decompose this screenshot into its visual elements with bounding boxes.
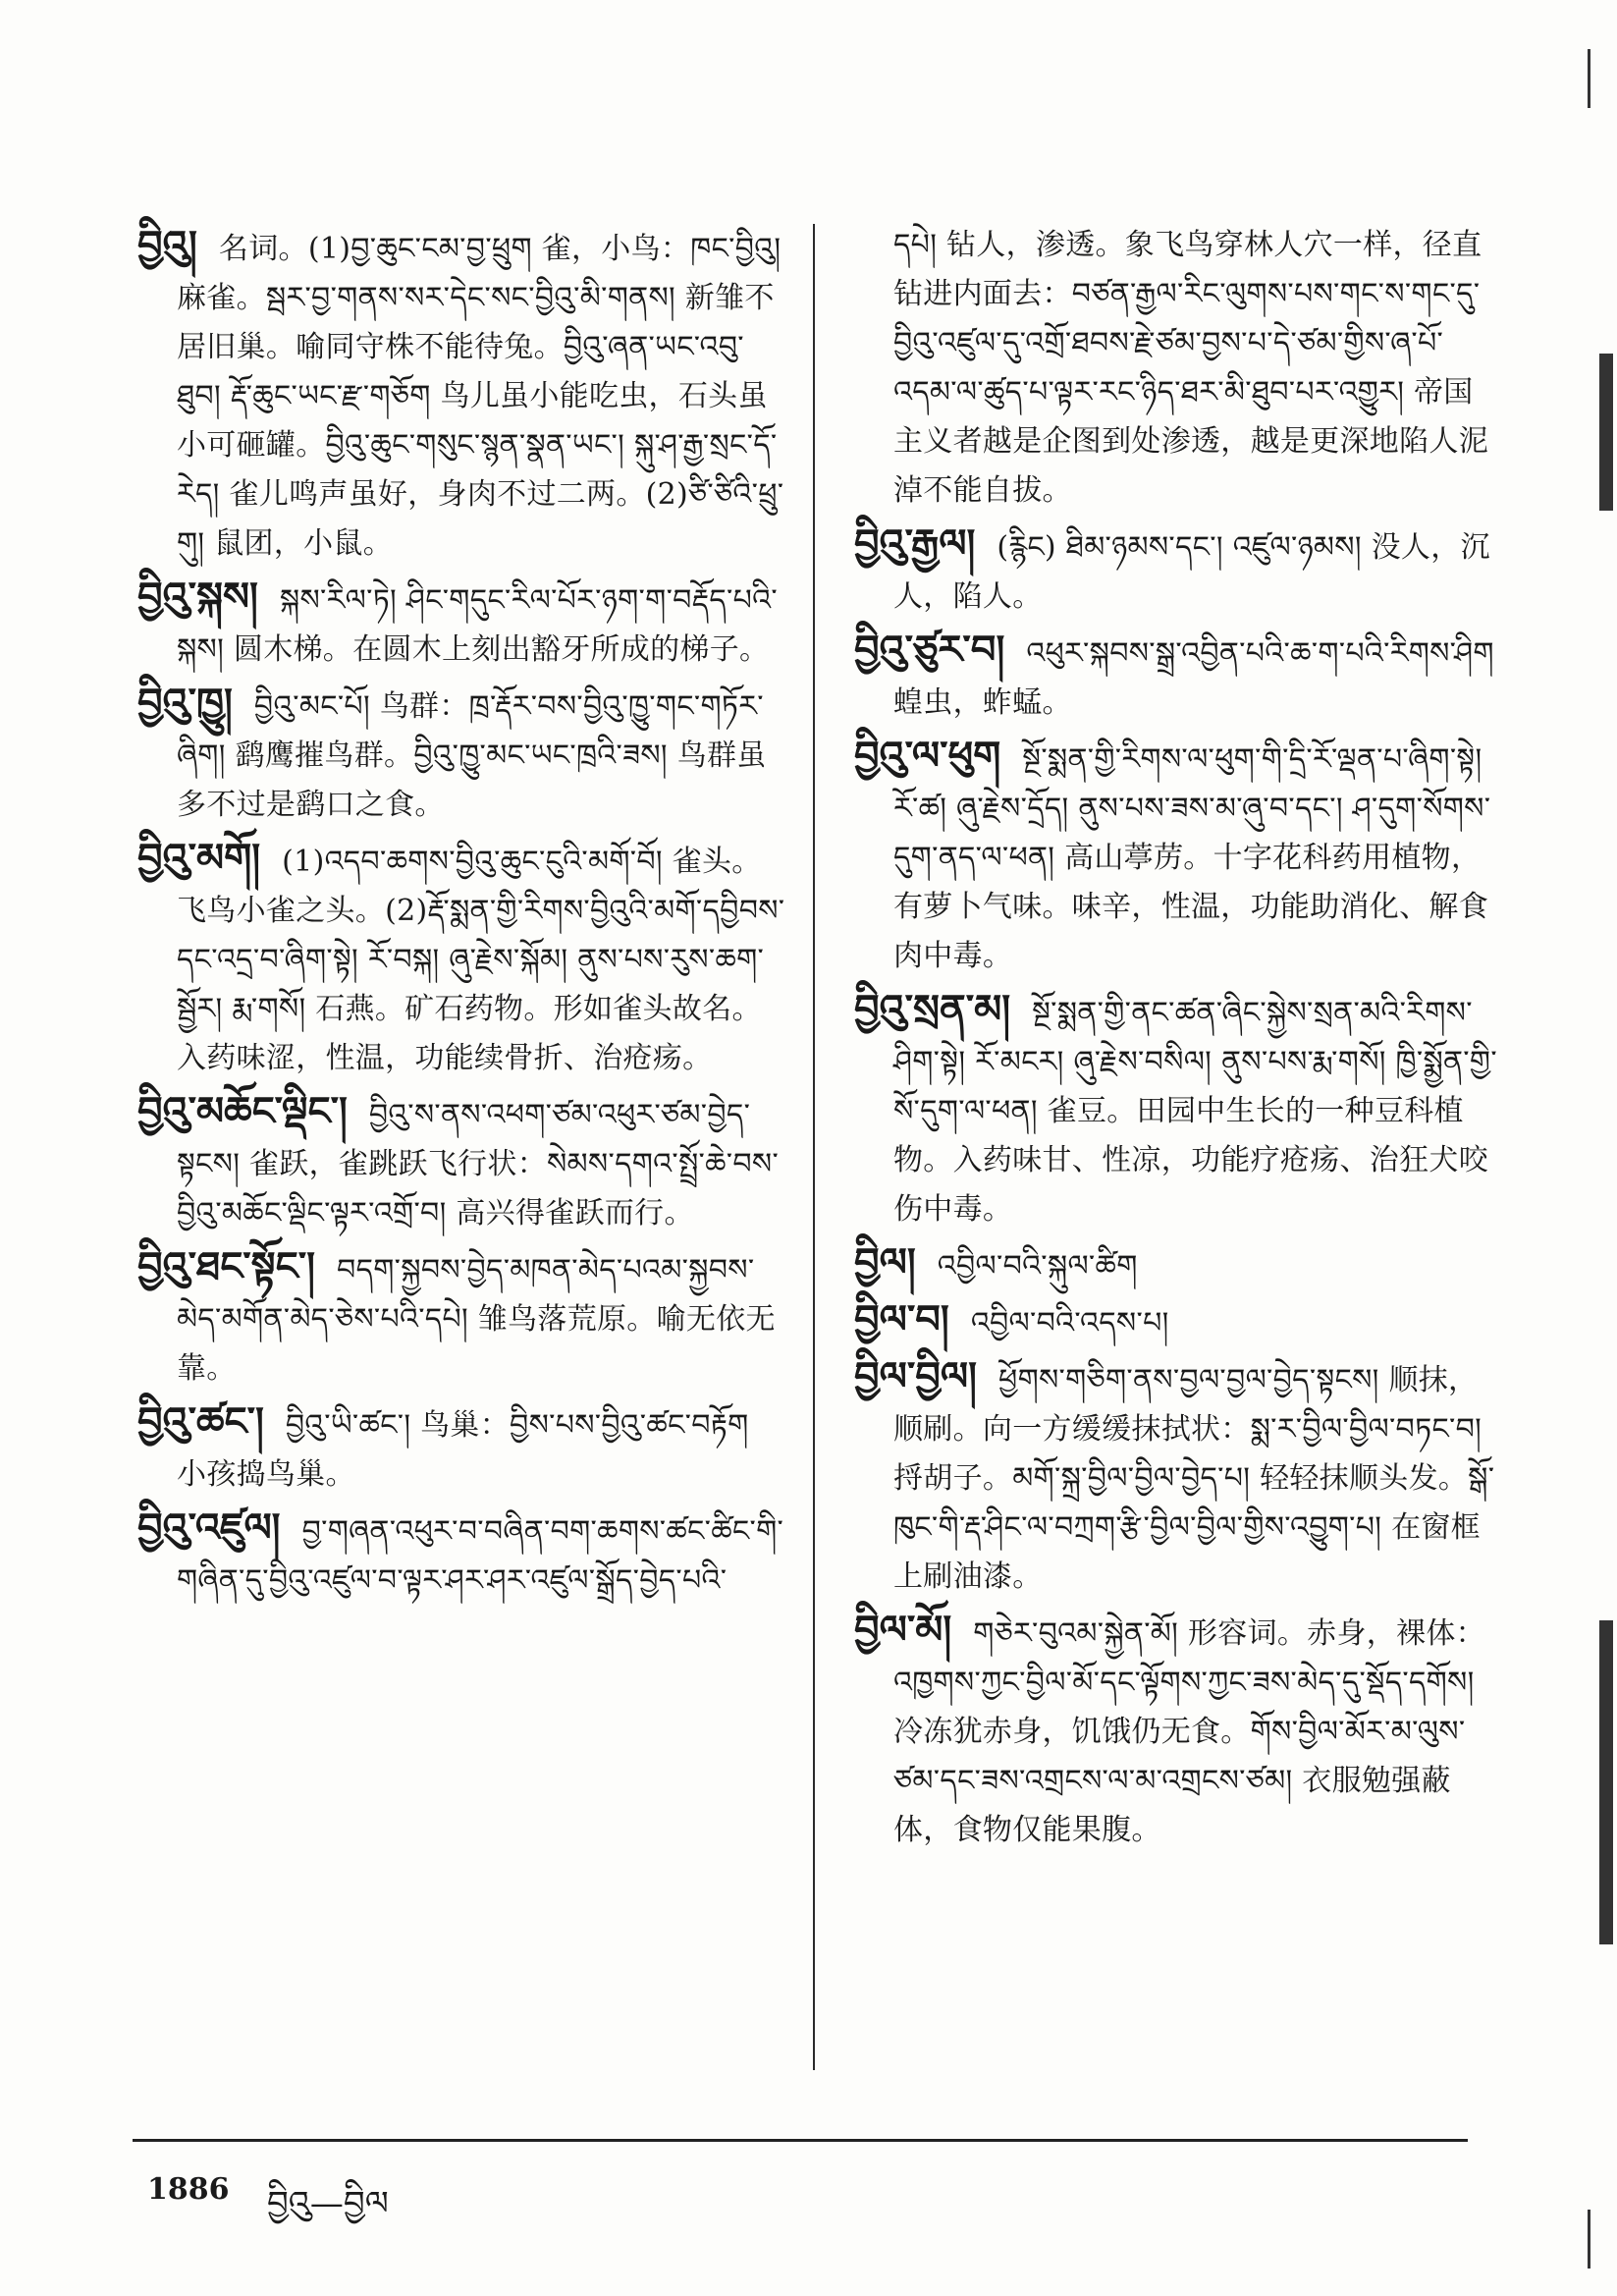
entry-headword: བྱིའུ་ཙུར་བ། — [854, 627, 1005, 673]
entry-headword: བྱིའུ་སྲན་མ། — [854, 986, 1011, 1032]
footer-rule — [133, 2139, 1468, 2142]
column-divider — [813, 224, 815, 2070]
entry-headword: བྱིའུ་རྒྱལ། — [854, 520, 976, 567]
entry-headword: བྱིའུ་ཚང་། — [137, 1398, 264, 1445]
entry-definition: སྔོ་སྨན་གྱི་ནང་ཚན་ཞིང་སྐྱེས་སྲན་མའི་རིགས་ཤིག་སྟེ། རོ་མངར། ཞུ་རྗེས་བསིལ། ནུས་པས་རྨ་གསོ། ཁྱི་སྨྱོན་གྱི་སོ་དུག་ལ་ཕན། 雀豆。田园中生长的一种豆科植物。入药味甘、性凉，功能疗疮疡、治狂犬咬伤中毒。 — [893, 996, 1497, 1227]
entry-headword: བྱིལ་བ། — [854, 1296, 949, 1342]
entry-headword: བྱིའུ་ལ་ཕུག — [854, 733, 1001, 779]
entry-headword: བྱིའུ་མཆོང་ལྡིང་། — [137, 1088, 348, 1134]
entry-headword: བྱིལ་བྱིལ། — [854, 1353, 978, 1399]
dictionary-entry — [854, 626, 1502, 728]
dictionary-entry — [854, 221, 1502, 516]
entry-definition: འཕུར་སྐབས་སྒྲ་འབྱིན་པའི་ཆ་ག་པའི་རིགས་ཤིག 蝗虫，蚱蜢。 — [893, 636, 1494, 720]
dictionary-entry — [854, 1352, 1502, 1602]
dictionary-entry — [137, 679, 785, 830]
entry-definition: འབྱིལ་བའི་སྐུལ་ཚིག — [937, 1249, 1138, 1284]
entry-headword: བྱིལ། — [854, 1239, 916, 1285]
entry-definition: འབྱིལ་བའི་འདས་པ། — [970, 1306, 1169, 1340]
page-number: 1886 — [147, 2172, 230, 2207]
entry-headword: བྱིའུ། — [137, 222, 197, 268]
entry-headword: བྱིལ་མོ། — [854, 1607, 952, 1653]
entry-definition: བྱ་གཞན་འཕུར་བ་བཞིན་བག་ཆགས་ཚང་ཚིང་གི་གཞིན་དུ་བྱིའུ་འཛུལ་བ་ལྟར་ཤར་ཤར་འཛུལ་སྒྲོད་བྱེད་པའི་ — [177, 1514, 784, 1598]
dictionary-entry — [137, 221, 785, 569]
running-head: བྱིའུ—བྱིལ — [267, 2184, 389, 2223]
dictionary-entry — [137, 1087, 785, 1238]
entry-headword: བྱིའུ་ཐང་སྟོང་། — [137, 1243, 316, 1289]
dictionary-entry — [137, 1242, 785, 1394]
entry-definition: བྱིའུ་མང་པོ། 鸟群：ཁྲ་རྡོར་བས་བྱིའུ་ཁྱུ་གང་གཏོར་ཞིག། 鹞鹰摧鸟群。བྱིའུ་ཁྱུ་མང་ཡང་ཁྲའི་ཟས། 鸟群虽多不过是鹞口之食。 — [177, 689, 767, 822]
dictionary-entry — [854, 1238, 1502, 1291]
entry-definition: (རྙིང) ཐིམ་ཉམས་དང་། འཛུལ་ཉམས། 没人，沉人，陷人。 — [893, 530, 1490, 614]
entry-definition: སྔོ་སྨན་གྱི་རིགས་ལ་ཕུག་གི་དྲི་རོ་ལྡན་པ་ཞིག་སྟེ། རོ་ཚ། ཞུ་རྗེས་དྲོད། ནུས་པས་ཟས་མ་ཞུ་བ་དང་། ཤ་དུག་སོགས་དུག་ནད་ལ་ཕན། 高山葶苈。十字花科药用植物，有萝卜气味。味辛，性温，功能助消化、解食肉中毒。 — [893, 742, 1491, 973]
entry-headword: བྱིའུ་སྐས། — [137, 574, 258, 620]
entry-definition: གཅེར་བུའམ་སྐྱེན་མོ། 形容词。赤身，裸体：འཁྱགས་ཀྱང་བྱིལ་མོ་དང་ལྟོགས་ཀྱང་ཟས་མེད་དུ་སྡོད་དགོས། 冷冻犹赤身，饥饿仍无食。གོས་བྱིལ་མོར་མ་ལུས་ཙམ་དང་ཟས་འགྲངས་ལ་མ་འགྲངས་ཙམ། 衣服勉强蔽体，食物仅能果腹。 — [893, 1616, 1485, 1847]
entry-headword: བྱིའུ་ཁྱུ། — [137, 680, 233, 726]
dictionary-entry — [137, 573, 785, 675]
right-column — [854, 221, 1502, 1859]
entry-definition: ཕྱོགས་གཅིག་ནས་བྱལ་བྱལ་བྱེད་སྟངས། 顺抹，顺刷。向一方缓缓抹拭状：སྨ་ར་བྱིལ་བྱིལ་བཏང་བ། 捋胡子。མགོ་སྐྲ་བྱིལ་བྱིལ་བྱེད་པ། 轻轻抹顺头发。སྒོ་ཁུང་གི་རྡ་ཤིང་ལ་བཀྲག་རྩི་བྱིལ་བྱིལ་གྱིས་འབྱུག་པ། 在窗框上刷油漆。 — [893, 1363, 1495, 1594]
dictionary-entry — [854, 1295, 1502, 1348]
entry-definition: (1)འདབ་ཆགས་བྱིའུ་ཆུང་ངུའི་མགོ་བོ། 雀头。飞鸟小雀之头。(2)རྡོ་སྨན་གྱི་རིགས་བྱིའུའི་མགོ་དབྱིབས་དང་འདྲ་བ་ཞིག་སྟེ། རོ་བསྐ། ཞུ་རྗེས་སྐོམ། ནུས་པས་རུས་ཆག་སྦྱོར། རྨ་གསོ། 石燕。矿石药物。形如雀头故名。入药味涩，性温，功能续骨折、治疮疡。 — [177, 845, 785, 1075]
dictionary-entry — [854, 985, 1502, 1234]
left-column — [137, 221, 785, 1610]
entry-headword: བྱིའུ་མགོ། — [137, 835, 261, 881]
dictionary-entry — [854, 732, 1502, 981]
dictionary-entry — [854, 1606, 1502, 1855]
dictionary-entry — [854, 519, 1502, 622]
entry-definition: སྐས་རིལ་ཏེ། ཤིང་གདུང་རིལ་པོར་ཉག་ག་བརྡོད་པའི་སྐས། 圆木梯。在圆木上刻出豁牙所成的梯子。 — [177, 583, 778, 667]
scan-edge-marks — [1558, 0, 1617, 2296]
dictionary-entry — [137, 1397, 785, 1500]
entry-definition: བདག་སྐྱབས་བྱེད་མཁན་མེད་པའམ་སྐྱབས་མེད་མགོན་མེད་ཅེས་པའི་དཔེ། 雏鸟落荒原。喻无依无靠。 — [177, 1253, 776, 1386]
entry-definition: བྱིའུ་ཡི་ཚང་། 鸟巢：བྱིས་པས་བྱིའུ་ཚང་བརྟོག 小孩捣鸟巢。 — [177, 1408, 749, 1492]
entry-definition: 名词。(1)བྱ་ཆུང་ངམ་བྱ་ཕྲུག 雀，小鸟：ཁང་བྱིའུ། 麻雀。སྦར་བྱ་གནས་སར་དེང་སང་བྱིའུ་མི་གནས། 新雏不居旧巢。喻同守株不能待兔。བྱིའུ་ཞན་ཡང་འབུ་ཐུབ། རྡོ་ཆུང་ཡང་རྫ་གཅོག 鸟儿虽小能吃虫，石头虽小可砸罐。བྱིའུ་ཆུང་གསུང་སྙན་སྣན་ཡང་། སྐུ་ཤ་རྒྱ་སྲང་དོ་རེད། 雀儿鸣声虽好，身肉不过二两。(2)ཙི་ཙིའི་ཕྲུ་གུ། 鼠团，小鼠。 — [177, 232, 784, 561]
dictionary-entry — [137, 834, 785, 1083]
entry-definition: དཔེ། 钻人，渗透。象飞鸟穿林人穴一样，径直钻进内面去：བཙན་རྒྱལ་རིང་ལུགས་པས་གང་ས་གང་དུ་བྱིའུ་འཛུལ་དུ་འགྲོ་ཐབས་རྗེ་ཙམ་བྱས་པ་དེ་ཙམ་གྱིས་ཞ་པོ་འདམ་ལ་ཚུད་པ་ལྟར་རང་ཉིད་ཐར་མི་ཐུབ་པར་འགྱུར། 帝国主义者越是企图到处渗透，越是更深地陷人泥淖不能自拔。 — [893, 228, 1488, 508]
entry-definition: བྱིའུ་ས་ནས་འཕག་ཙམ་འཕུར་ཙམ་བྱེད་སྟངས། 雀跃，雀跳跃飞行状：སེམས་དགའ་སྤྲོ་ཆེ་བས་བྱིའུ་མཆོང་ལྡིང་ལྟར་འགྲོ་བ། 高兴得雀跃而行。 — [177, 1098, 780, 1230]
dictionary-entry — [137, 1503, 785, 1606]
entry-headword: བྱིའུ་འཛུལ། — [137, 1504, 281, 1551]
